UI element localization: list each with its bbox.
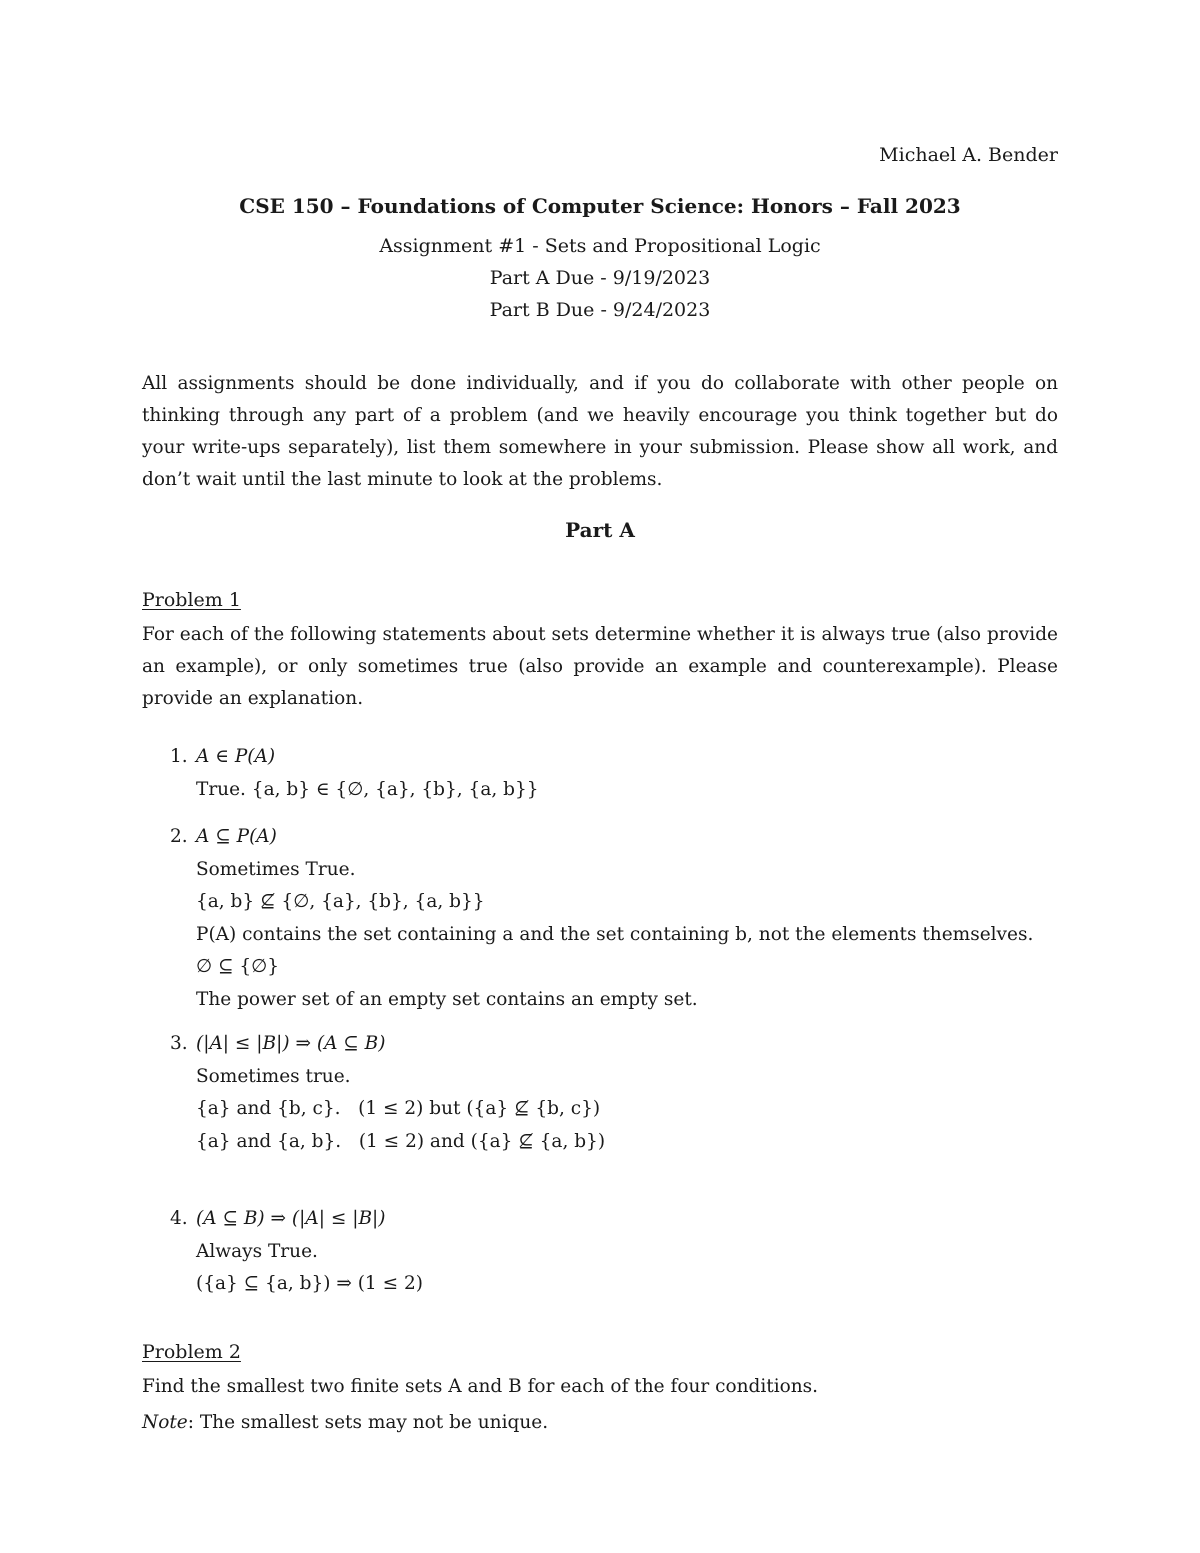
note-label: Note bbox=[142, 1412, 188, 1433]
part-a-heading: Part A bbox=[565, 518, 635, 542]
problem-1-item-1 bbox=[170, 741, 1050, 806]
item-line: ({a} ⊆ {a, b}) ⇒ (1 ≤ 2) bbox=[196, 1273, 423, 1294]
problem-1-item-2 bbox=[170, 821, 1050, 1016]
item-line: The power set of an empty set contains an empty set. bbox=[196, 988, 698, 1010]
part-b-due-date: Part B Due - 9/24/2023 bbox=[489, 299, 711, 321]
item-line: P(A) contains the set containing a and the set containing b, not the elements themselves. bbox=[196, 923, 1034, 945]
assignment-title: Assignment #1 - Sets and Propositional Logic bbox=[379, 235, 821, 257]
course-title: CSE 150 – Foundations of Computer Science: Honors – Fall 2023 bbox=[239, 194, 961, 218]
item-statement: (|A| ≤ |B|) ⇒ (A ⊆ B) bbox=[196, 1033, 386, 1054]
item-line: Sometimes true. bbox=[196, 1065, 351, 1087]
item-line: {a} and {a, b}. (1 ≤ 2) and ({a} ⊈ {a, b}) bbox=[196, 1130, 606, 1152]
note-text: : The smallest sets may not be unique. bbox=[187, 1412, 549, 1433]
problem-2-text: Find the smallest two finite sets A and B for each of the four conditions. bbox=[142, 1376, 819, 1397]
item-line: Sometimes True. bbox=[196, 858, 356, 880]
item-line: ∅ ⊆ {∅} bbox=[196, 956, 280, 977]
item-statement: A ∈ P(A) bbox=[196, 746, 276, 767]
item-line: True. {a, b} ∈ {∅, {a}, {b}, {a, b}} bbox=[196, 778, 539, 800]
part-a-due-date: Part A Due - 9/19/2023 bbox=[489, 267, 711, 289]
item-number: 4. bbox=[170, 1208, 188, 1229]
item-line: {a} and {b, c}. (1 ≤ 2) but ({a} ⊈ {b, c}) bbox=[196, 1098, 601, 1119]
problem-1-item-4 bbox=[170, 1203, 1050, 1301]
item-statement: (A ⊆ B) ⇒ (|A| ≤ |B|) bbox=[196, 1208, 386, 1229]
item-line: Always True. bbox=[196, 1240, 318, 1262]
problem-1-heading: Problem 1 bbox=[142, 589, 241, 611]
item-number: 2. bbox=[170, 826, 188, 847]
item-number: 1. bbox=[170, 746, 188, 767]
problem-2-heading: Problem 2 bbox=[142, 1341, 241, 1363]
problem-1-item-3 bbox=[170, 1028, 1050, 1158]
item-line: {a, b} ⊈ {∅, {a}, {b}, {a, b}} bbox=[196, 891, 485, 912]
author-name: Michael A. Bender bbox=[879, 144, 1058, 166]
document-header bbox=[0, 194, 1200, 326]
problem-2-note bbox=[142, 1407, 1058, 1439]
item-number: 3. bbox=[170, 1033, 188, 1054]
item-statement: A ⊆ P(A) bbox=[196, 826, 277, 847]
intro-paragraph: All assignments should be done individually, and if you do collaborate with other people on thinking through any part of a problem (and we heavily encourage you think together but do your write-ups separately), list them somewhere in your submission. Please show all work, and don’t wait until the last minute to look at the problems. bbox=[142, 373, 1058, 490]
problem-1-text: For each of the following statements about sets determine whether it is always true (also provide an example), or only sometimes true (also provide an example and counterexample). Please provide an explanation. bbox=[142, 624, 1058, 709]
